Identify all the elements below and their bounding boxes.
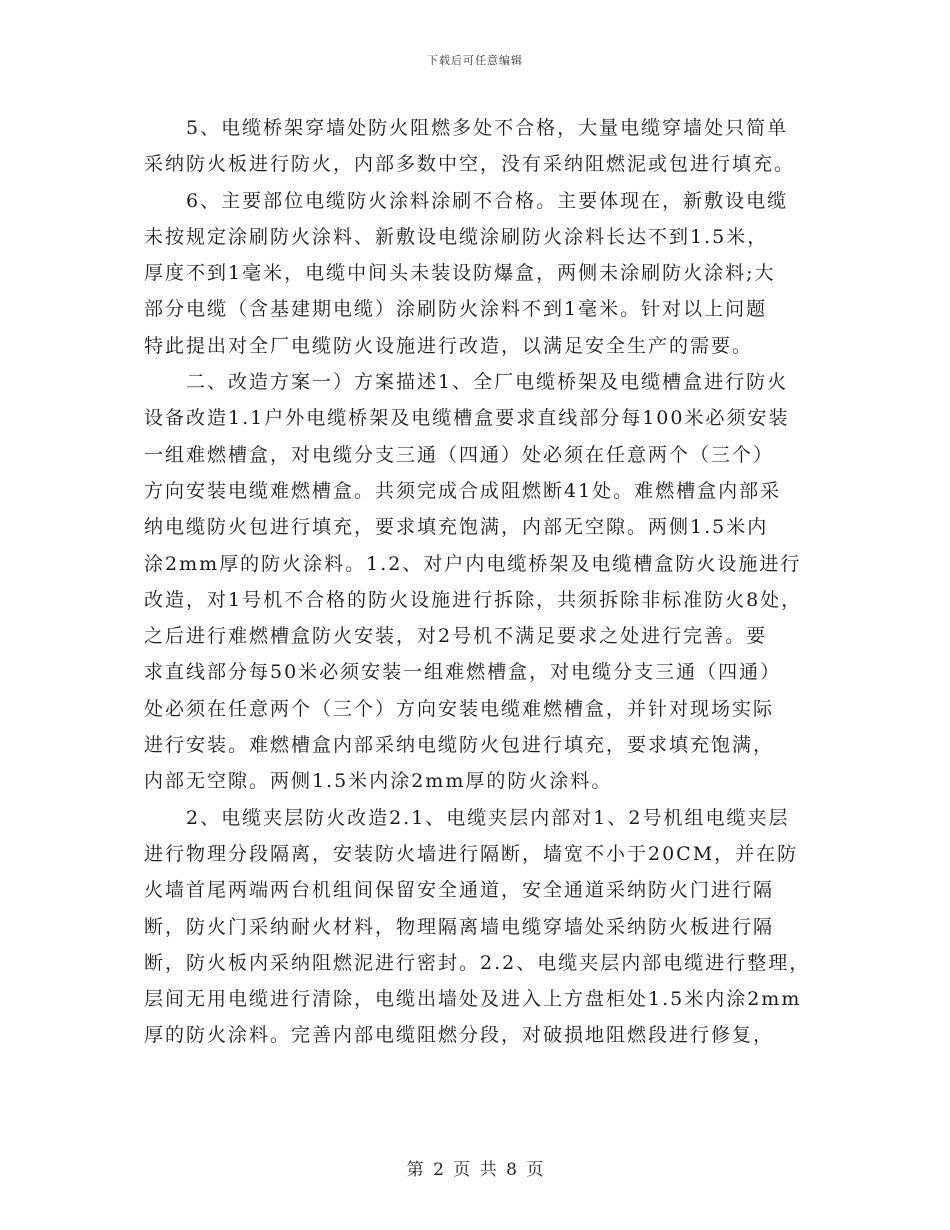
paragraph-line: 二、改造方案一）方案描述1、全厂电缆桥架及电缆槽盒进行防火 [186,371,789,394]
paragraph-line: 内部无空隙。两侧1.5米内涂2mm厚的防火涂料。 [144,770,613,793]
paragraph-line: 断，防火板内采纳阻燃泥进行密封。2.2、电缆夹层内部电缆进行整理， [144,951,811,974]
paragraph-line: 火墙首尾两端两台机组间保留安全通道，安全通道采纳防火门进行隔 [144,879,775,902]
paragraph-line: 纳电缆防火包进行填充，要求填充饱满，内部无空隙。两侧1.5米内 [144,516,769,539]
body-text [144,110,820,1054]
paragraph-line: 之后进行难燃槽盒防火安装，对2号机不满足要求之处进行完善。要 [144,625,768,648]
paragraph-line: 求直线部分每50米必须安装一组难燃槽盒，对电缆分支三通（四通） [144,661,782,684]
paragraph-line: 进行物理分段隔离，安装防火墙进行隔断，墙宽不小于20CM，并在防 [144,842,799,865]
paragraph-line: 方向安装电缆难燃槽盒。共须完成合成阻燃断41处。难燃槽盒内部采 [144,479,782,502]
paragraph-line: 6、主要部位电缆防火涂料涂刷不合格。主要体现在，新敷设电缆 [186,189,789,212]
paragraph-line: 涂2mm厚的防火涂料。1.2、对户内电缆桥架及电缆槽盒防火设施进行 [144,552,802,575]
paragraph-line: 5、电缆桥架穿墙处防火阻燃多处不合格，大量电缆穿墙处只简单 [186,117,789,139]
paragraph-line: 厚的防火涂料。完善内部电缆阻燃分段，对破损地阻燃段进行修复， [144,1024,775,1047]
paragraph-line: 断，防火门采纳耐火材料，物理隔离墙电缆穿墙处采纳防火板进行隔 [144,915,775,938]
page-number: 第 2 页 共 8 页 [406,1160,544,1180]
paragraph-line: 一组难燃槽盒，对电缆分支三通（四通）处必须在任意两个（三个） [144,443,775,466]
paragraph-line: 层间无用电缆进行清除，电缆出墙处及进入上方盘柜处1.5米内涂2mm [144,988,802,1011]
paragraph-line: 厚度不到1毫米，电缆中间头未装设防爆盒，两侧未涂刷防火涂料;大 [144,262,776,285]
paragraph-line: 特此提出对全厂电缆防火设施进行改造，以满足安全生产的需要。 [144,334,754,357]
paragraph-line: 处必须在任意两个（三个）方向安装电缆难燃槽盒，并针对现场实际 [144,697,775,720]
paragraph-line: 采纳防火板进行防火，内部多数中空，没有采纳阻燃泥或包进行填充。 [144,153,796,176]
paragraph-line: 改造，对1号机不合格的防火设施进行拆除，共须拆除非标准防火8处， [144,588,803,611]
paragraph-line: 2、电缆夹层防火改造2.1、电缆夹层内部对1、2号机组电缆夹层 [186,806,790,829]
paragraph-line: 部分电缆（含基建期电缆）涂刷防火涂料不到1毫米。针对以上问题 [144,298,768,321]
paragraph-line: 未按规定涂刷防火涂料、新敷设电缆涂刷防火涂料长达不到1.5米， [144,225,769,248]
header-note: 下载后可任意编辑 [427,54,523,67]
paragraph-line: 设备改造1.1户外电缆桥架及电缆槽盒要求直线部分每100米必须安装 [144,407,790,430]
paragraph-line: 进行安装。难燃槽盒内部采纳电缆防火包进行填充，要求填充饱满， [144,734,775,757]
